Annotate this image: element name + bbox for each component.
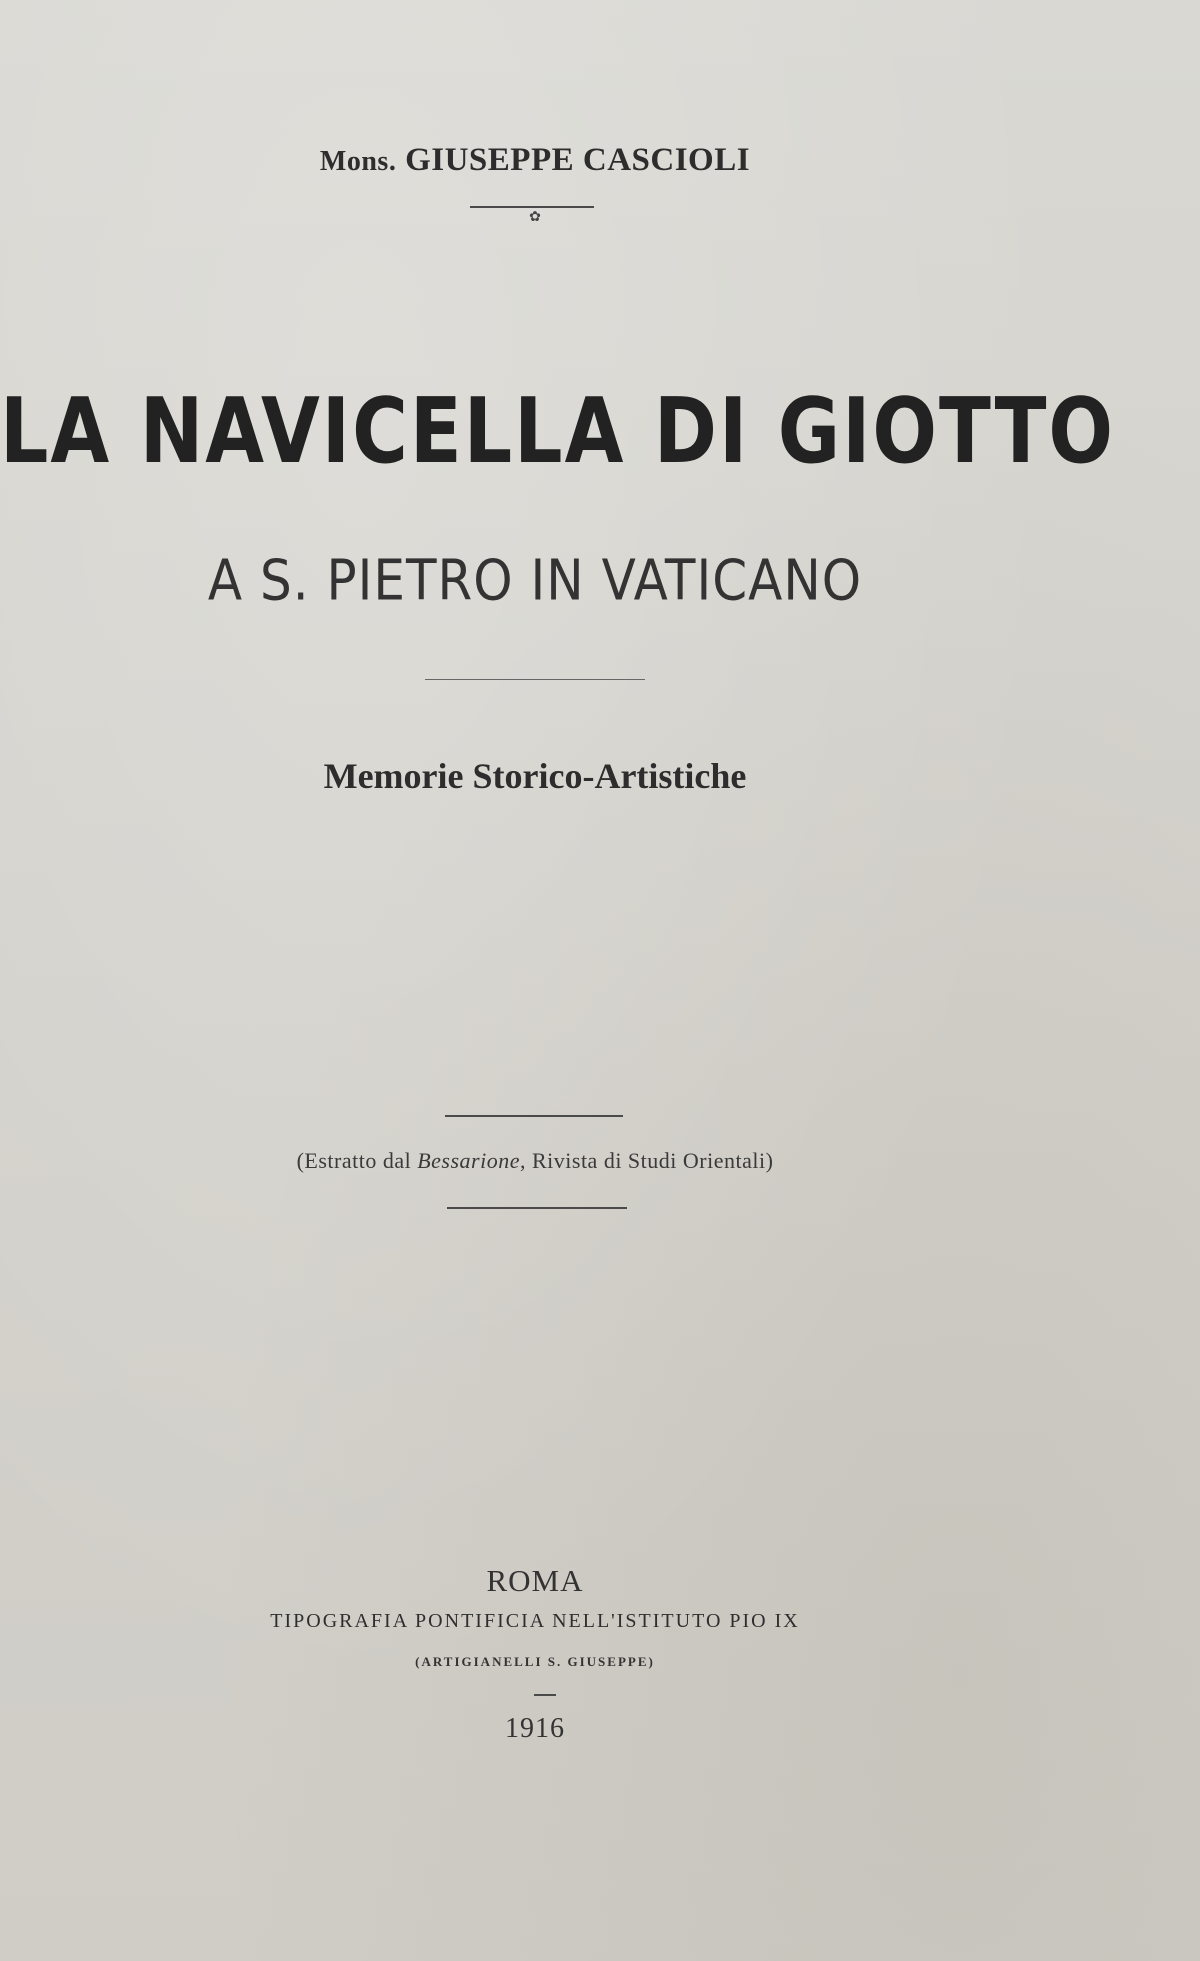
book-subtitle: A S. PIETRO IN VATICANO <box>207 548 863 613</box>
extract-open: (Estratto dal <box>296 1148 418 1173</box>
author-name: GIUSEPPE CASCIOLI <box>405 142 751 178</box>
extract-close: , Rivista di Studi Orientali) <box>519 1148 774 1173</box>
imprint-printer: TIPOGRAFIA PONTIFICIA NELL'ISTITUTO PIO IX <box>270 1610 800 1632</box>
author-prefix: Mons. <box>319 146 397 177</box>
imprint-printer-note: (ARTIGIANELLI S. GIUSEPPE) <box>415 1654 655 1669</box>
subtitle-divider <box>425 679 645 680</box>
author-line <box>0 142 1070 179</box>
extract-journal: Bessarione <box>417 1148 520 1173</box>
extract-divider-top <box>445 1115 623 1117</box>
imprint-city: ROMA <box>486 1563 584 1598</box>
author-divider <box>470 206 594 208</box>
extract-divider-bottom <box>447 1207 627 1209</box>
extract-note <box>0 1148 1070 1174</box>
year-divider <box>534 1694 556 1696</box>
ornament-icon: ✿ <box>529 210 541 225</box>
book-tagline: Memorie Storico-Artistiche <box>323 756 747 796</box>
book-title: LA NAVICELLA DI GIOTTO <box>0 378 1116 484</box>
imprint-year: 1916 <box>505 1713 565 1744</box>
